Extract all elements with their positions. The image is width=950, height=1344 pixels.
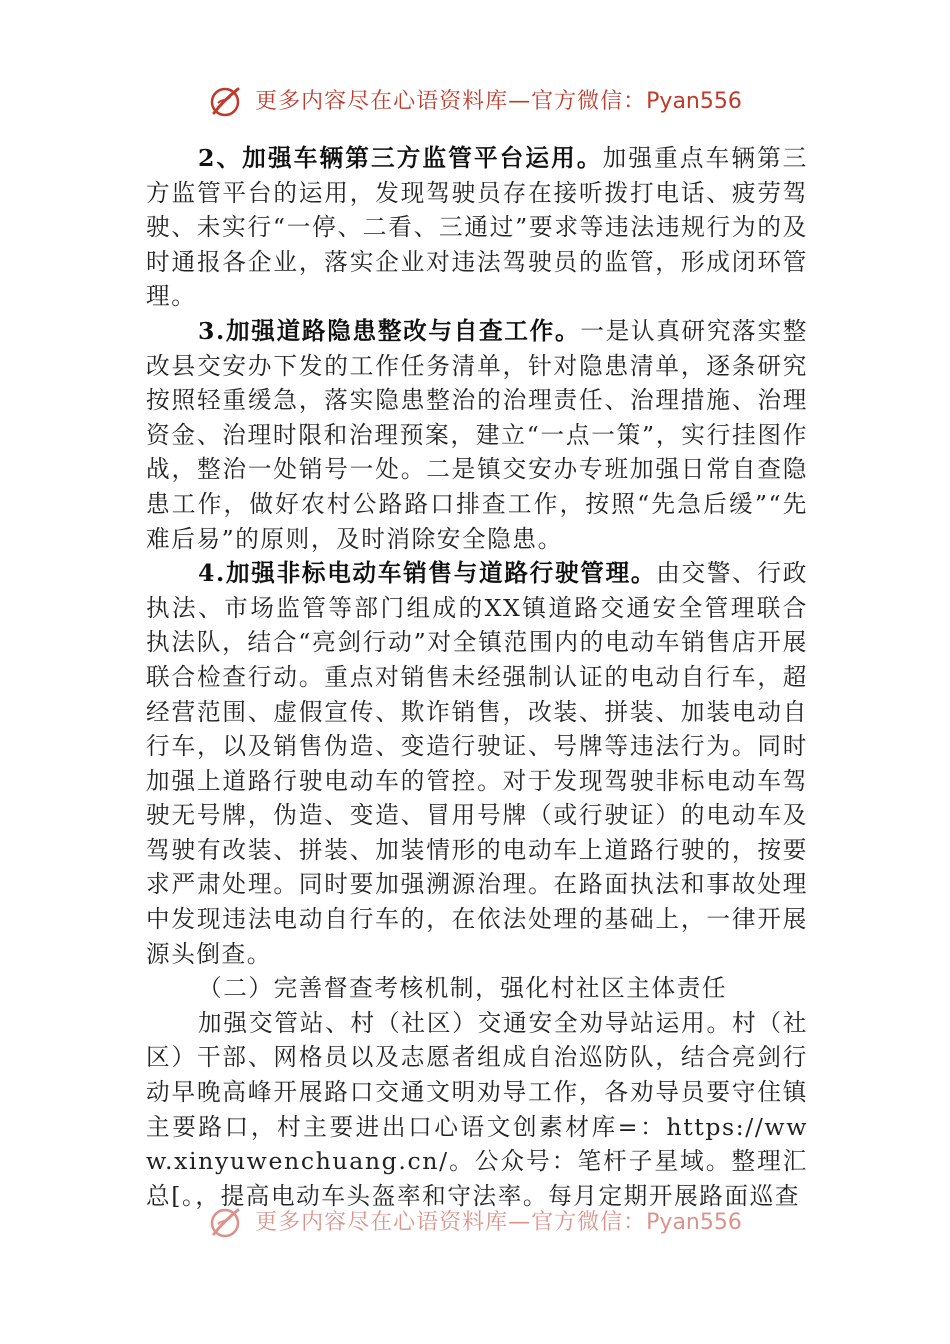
- watermark-wechat-id: Pyan556: [646, 1210, 742, 1235]
- section-4-paragraph: [146, 556, 808, 971]
- brush-logo-icon: [208, 1206, 242, 1240]
- watermark-footer: [0, 1206, 950, 1240]
- section-3-body: 一是认真研究落实整改县交安办下发的工作任务清单，针对隐患清单，逐条研究按照轻重缓急，落实隐患整治的治理责任、治理措施、治理资金、治理时限和治理预案，建立“一点一策”，实行挂图作战，整治一处销号一处。二是镇交安办专班加强日常自查隐患工作，做好农村公路路口排查工作，按照“先急后缓”“先难后易”的原则，及时消除安全隐患。: [146, 316, 808, 553]
- section-2-paragraph: [146, 141, 808, 314]
- section-4-body: 由交警、行政执法、市场监管等部门组成的XX镇道路交通安全管理联合执法队，结合“亮剑行动”对全镇范围内的电动车销售店开展联合检查行动。重点对销售未经强制认证的电动自行车，超经营范围、虚假宣传、欺诈销售，改装、拼装、加装电动自行车，以及销售伪造、变造行驶证、号牌等违法行为。同时加强上道路行驶电动车的管控。对于发现驾驶非标电动车驾驶无号牌，伪造、变造、冒用号牌（或行驶证）的电动车及驾驶有改装、拼装、加装情形的电动车上道路行驶的，按要求严肃处理。同时要加强溯源治理。在路面执法和事故处理中发现违法电动自行车的，在依法处理的基础上，一律开展源头倒查。: [146, 559, 808, 968]
- section-4-lead: 4.加强非标电动车销售与道路行驶管理。: [198, 559, 657, 588]
- watermark-text: 更多内容尽在心语资料库—官方微信：: [255, 1210, 647, 1235]
- section-3-paragraph: [146, 314, 808, 556]
- brush-logo-icon: [208, 85, 242, 119]
- watermark-wechat-id: Pyan556: [646, 89, 742, 114]
- section-3-lead: 3.加强道路隐患整改与自查工作。: [198, 316, 581, 345]
- final-paragraph: 加强交管站、村（社区）交通安全劝导站运用。村（社区）干部、网格员以及志愿者组成自治巡防队，结合亮剑行动早晚高峰开展路口交通文明劝导工作，各劝导员要守住镇主要路口，村主要进出口心语文创素材库=：https://www.xinyuwenchuang.cn/。公众号：笔杆子星域。整理汇总[。，提高电动车头盔率和守法率。每月定期开展路面巡查: [146, 1008, 808, 1210]
- watermark-text: 更多内容尽在心语资料库—官方微信：: [255, 89, 647, 114]
- section-2-lead: 2、加强车辆第三方监管平台运用。: [198, 144, 603, 172]
- section-2-body: 加强重点车辆第三方监管平台的运用，发现驾驶员存在接听拨打电话、疲劳驾驶、未实行“一停、二看、三通过”要求等违法违规行为的及时通报各企业，落实企业对违法驾驶员的监管，形成闭环管理。: [146, 144, 808, 311]
- subheading-2: （二）完善督查考核机制，强化村社区主体责任: [198, 974, 728, 1003]
- document-body: [146, 141, 808, 1213]
- watermark-header: [0, 85, 950, 119]
